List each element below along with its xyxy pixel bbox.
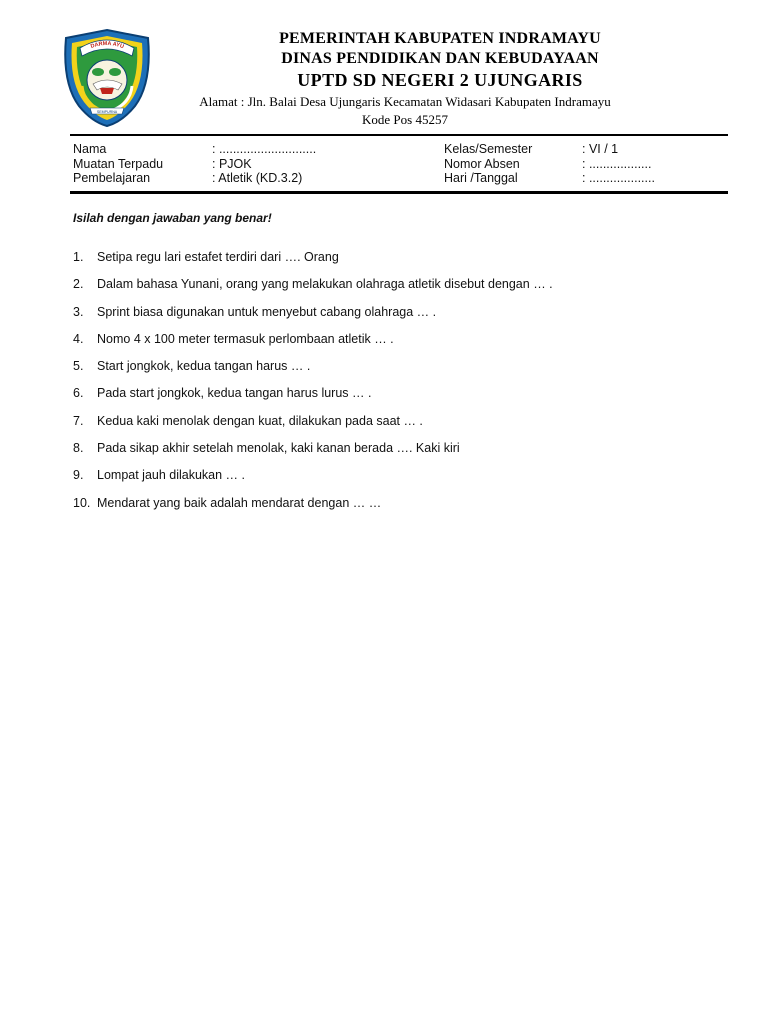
- lesson-label: Pembelajaran: [73, 171, 151, 185]
- question-number: 7.: [73, 413, 84, 428]
- class-semester-label: Kelas/Semester: [444, 142, 533, 156]
- question-text: Lompat jauh dilakukan … .: [97, 468, 246, 483]
- question-text: Pada start jongkok, kedua tangan harus lurus … .: [97, 386, 372, 401]
- question-number: 1.: [73, 250, 84, 264]
- subject-value: : PJOK: [212, 156, 252, 171]
- name-label: Nama: [73, 142, 107, 156]
- info-divider: [70, 191, 728, 194]
- postal-code: Kode Pos 45257: [362, 112, 448, 127]
- question-text: Setipa regu lari estafet terdiri dari …. Orang: [97, 250, 339, 264]
- question-number: 10.: [73, 495, 91, 510]
- government-heading: PEMERINTAH KABUPATEN INDRAMAYU: [279, 30, 601, 47]
- emblem-bottom-text: SEMPURNA: [96, 110, 118, 114]
- day-date-label: Hari /Tanggal: [444, 171, 518, 185]
- question-number: 2.: [73, 277, 84, 292]
- question-text: Mendarat yang baik adalah mendarat dengan … …: [97, 495, 382, 510]
- question-number: 5.: [73, 359, 84, 374]
- question-number: 4.: [73, 331, 84, 346]
- school-address: Alamat : Jln. Balai Desa Ujungaris Kecamatan Widasari Kabupaten Indramayu: [199, 94, 611, 109]
- question-number: 8.: [73, 441, 84, 456]
- emblem-top-text: DARMA AYU: [89, 40, 125, 51]
- question-text: Nomo 4 x 100 meter termasuk perlombaan atletik … .: [97, 331, 394, 346]
- info-row: [73, 142, 713, 157]
- question-text: Start jongkok, kedua tangan harus … .: [97, 359, 311, 374]
- info-row: [73, 171, 713, 186]
- regency-emblem-logo: [60, 28, 154, 128]
- question-text: Sprint biasa digunakan untuk menyebut cabang olahraga … .: [97, 304, 437, 319]
- absence-number-value: : ..................: [582, 156, 652, 171]
- question-number: 3.: [73, 304, 84, 319]
- school-name-heading: UPTD SD NEGERI 2 UJUNGARIS: [297, 70, 583, 90]
- subject-label: Muatan Terpadu: [73, 156, 164, 171]
- absence-number-label: Nomor Absen: [444, 156, 520, 171]
- day-date-value: : ...................: [582, 171, 655, 185]
- question-number: 9.: [73, 468, 84, 483]
- header-divider: [70, 134, 728, 136]
- question-number: 6.: [73, 386, 84, 401]
- question-text: Dalam bahasa Yunani, orang yang melakukan olahraga atletik disebut dengan … .: [97, 277, 553, 292]
- question-text: Pada sikap akhir setelah menolak, kaki kanan berada …. Kaki kiri: [97, 441, 460, 456]
- lesson-value: : Atletik (KD.3.2): [212, 171, 303, 185]
- class-semester-value: : VI / 1: [582, 142, 619, 156]
- info-row: [73, 157, 713, 172]
- name-value: : ............................: [212, 142, 317, 156]
- student-info-block: [73, 142, 713, 186]
- question-text: Kedua kaki menolak dengan kuat, dilakukan pada saat … .: [97, 413, 423, 428]
- department-heading: DINAS PENDIDIKAN DAN KEBUDAYAAN: [281, 50, 599, 67]
- instruction-text: Isilah dengan jawaban yang benar!: [73, 211, 272, 225]
